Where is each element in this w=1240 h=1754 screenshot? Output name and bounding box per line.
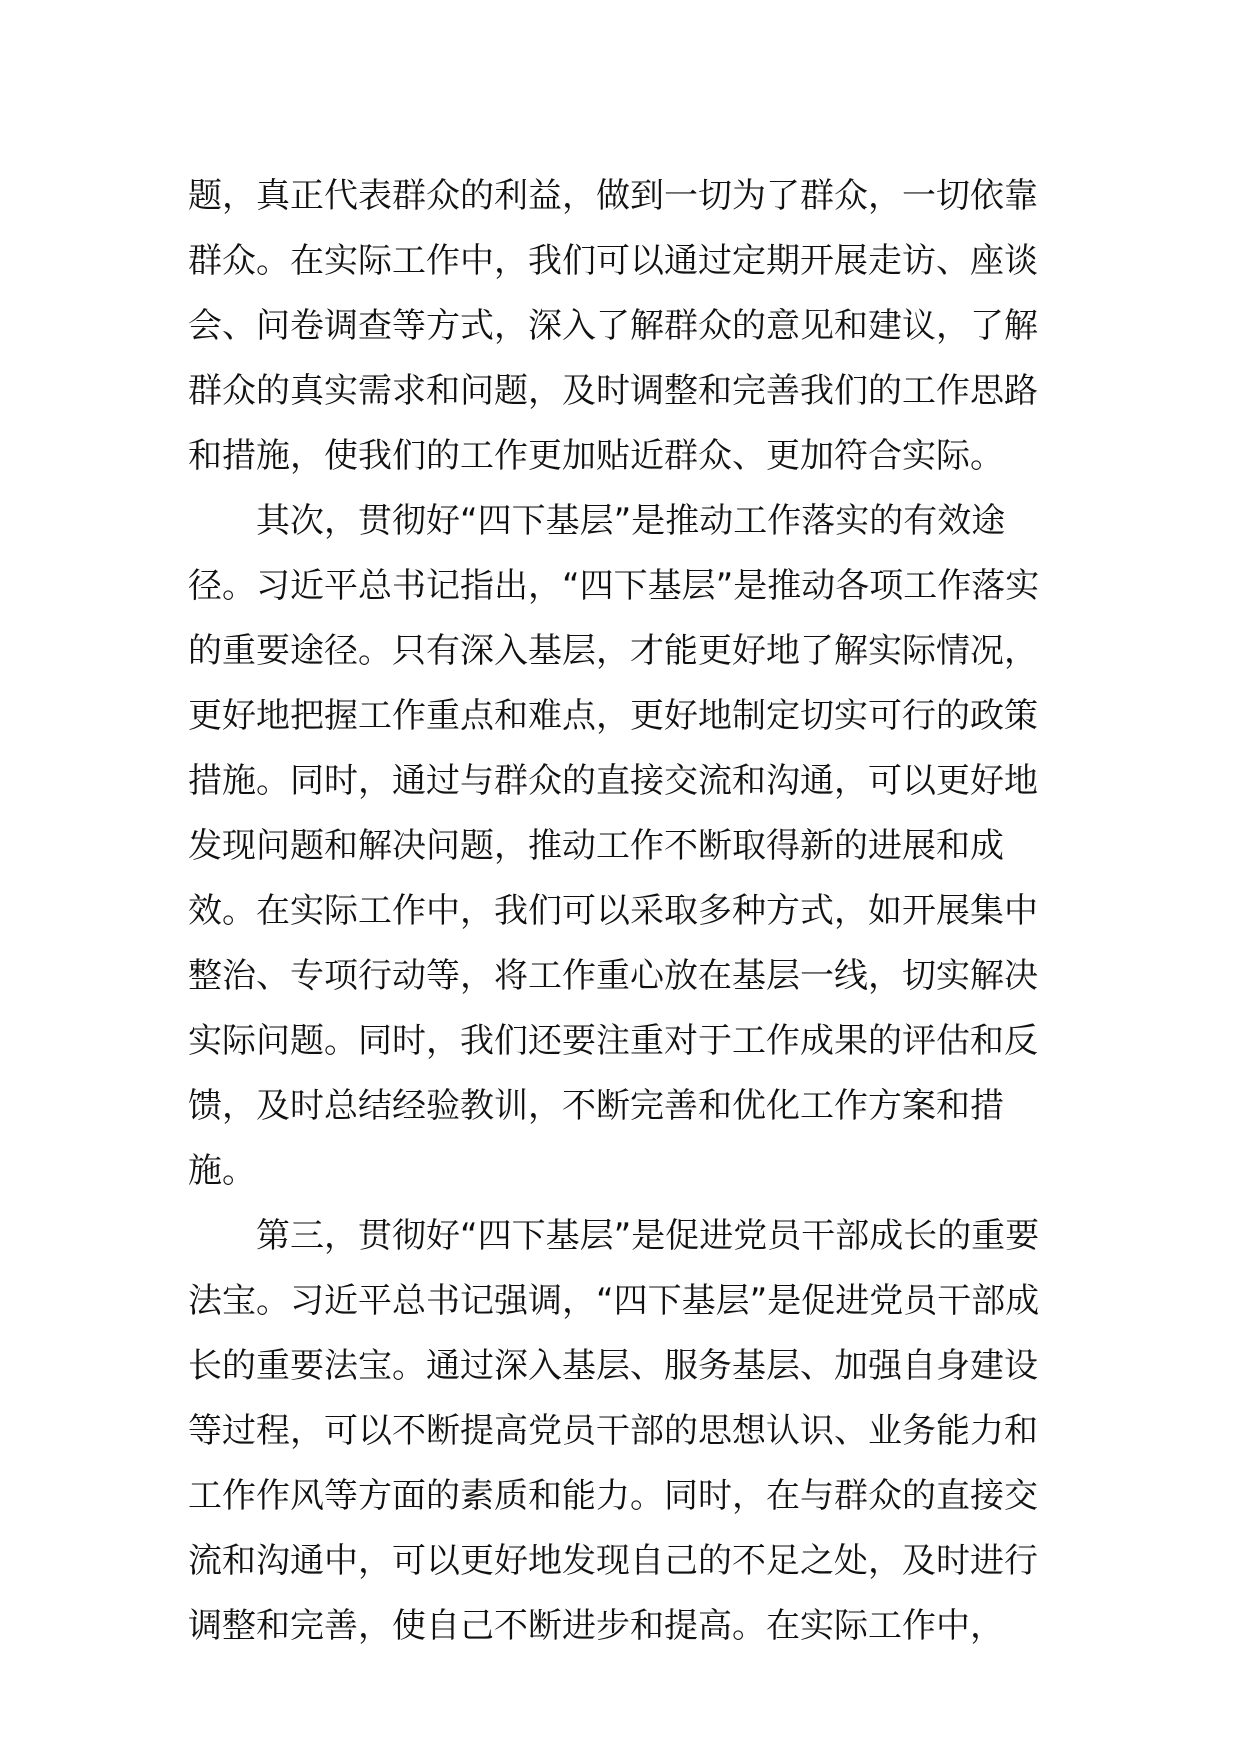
document-body bbox=[188, 164, 1068, 1659]
paragraph-thirdly: 第三，贯彻好“四下基层”是促进党员干部成长的重要法宝。习近平总书记强调，“四下基层”是促进党员干部成长的重要法宝。通过深入基层、服务基层、加强自身建设等过程，可以不断提高党员干部的思想认识、业务能力和工作作风等方面的素质和能力。同时，在与群众的直接交流和沟通中，可以更好地发现自己的不足之处，及时进行调整和完善，使自己不断进步和提高。在实际工作中， bbox=[188, 1216, 1040, 1646]
paragraph-secondly: 其次，贯彻好“四下基层”是推动工作落实的有效途径。习近平总书记指出，“四下基层”是推动各项工作落实的重要途径。只有深入基层，才能更好地了解实际情况，更好地把握工作重点和难点，更好地制定切实可行的政策措施。同时，通过与群众的直接交流和沟通，可以更好地发现问题和解决问题，推动工作不断取得新的进展和成效。在实际工作中，我们可以采取多种方式，如开展集中整治、专项行动等，将工作重心放在基层一线，切实解决实际问题。同时，我们还要注重对于工作成果的评估和反馈，及时总结经验教训，不断完善和优化工作方案和措施。 bbox=[188, 501, 1040, 1191]
paragraph-continuation: 题，真正代表群众的利益，做到一切为了群众，一切依靠群众。在实际工作中，我们可以通过定期开展走访、座谈会、问卷调查等方式，深入了解群众的意见和建议，了解群众的真实需求和问题，及时调整和完善我们的工作思路和措施，使我们的工作更加贴近群众、更加符合实际。 bbox=[188, 176, 1038, 476]
